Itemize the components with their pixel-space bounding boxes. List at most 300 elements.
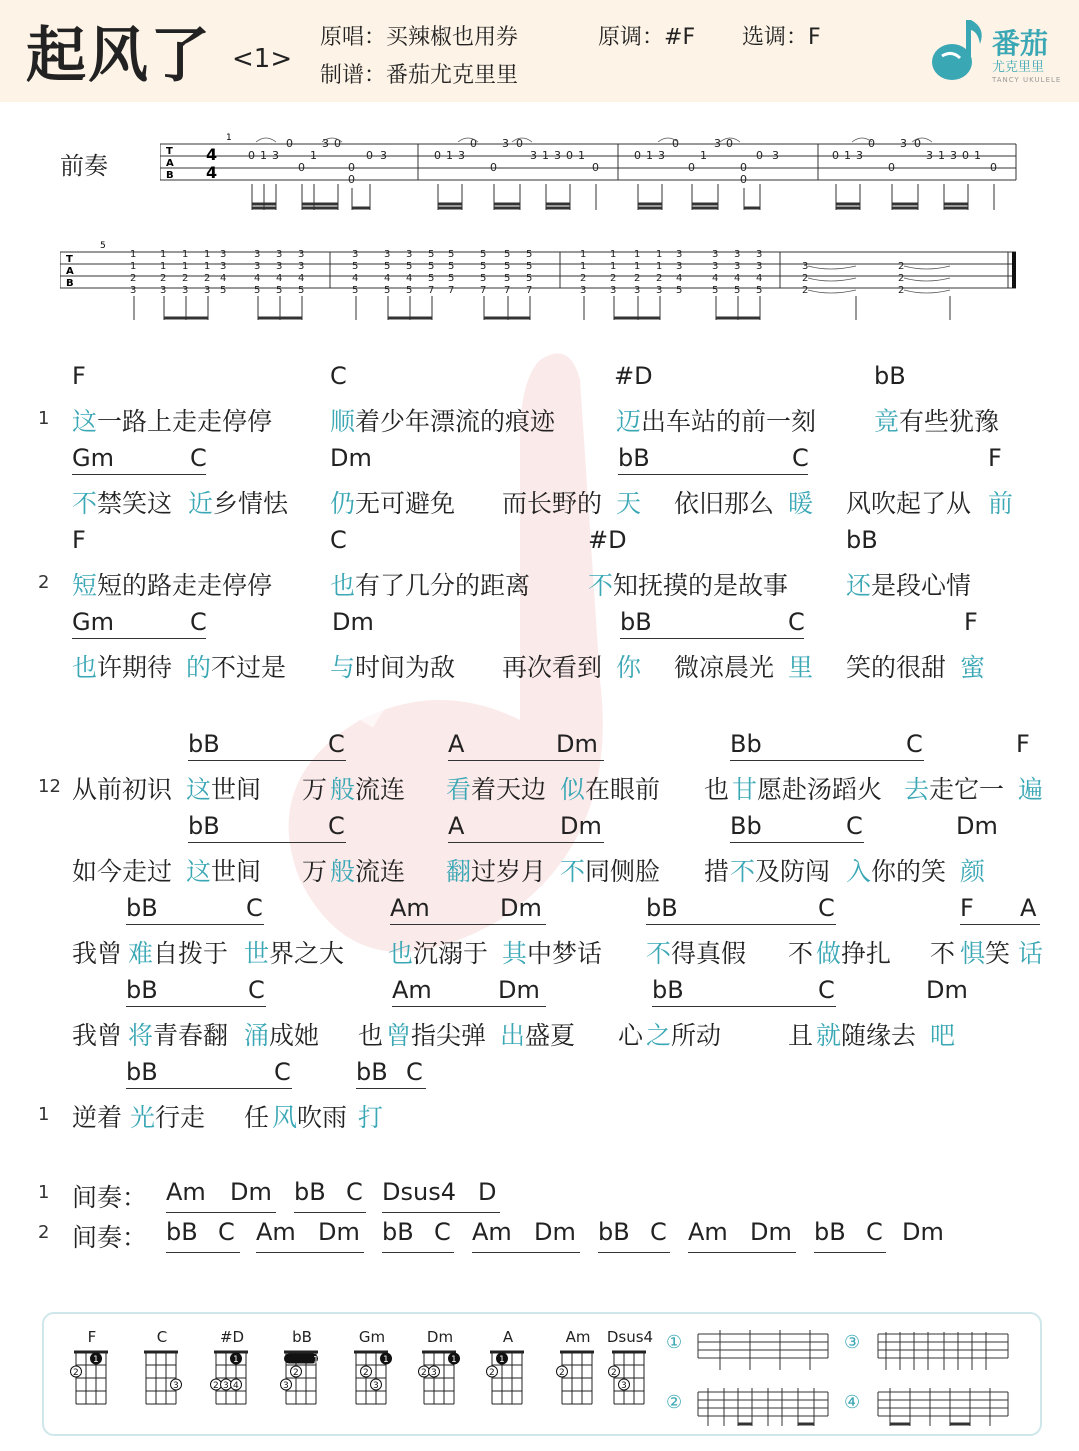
interlude-chord: bB (814, 1218, 846, 1246)
lyric-segment (616, 484, 641, 520)
chord-underline (688, 1252, 796, 1253)
chord-underline (126, 1006, 266, 1007)
chord-symbol: Dm (332, 608, 374, 636)
svg-text:3: 3 (926, 149, 933, 162)
svg-text:5: 5 (480, 249, 487, 260)
lyric-segment (704, 770, 729, 806)
lyric-segment (446, 770, 546, 806)
chord-underline (72, 474, 206, 475)
lyric-segment (502, 648, 602, 684)
svg-text:3: 3 (610, 285, 617, 296)
lyric-segment (72, 484, 172, 520)
pattern-2-icon (698, 1388, 828, 1426)
svg-text:2: 2 (634, 273, 641, 284)
lyric-segment (186, 648, 286, 684)
svg-text:5: 5 (428, 261, 435, 272)
lyric-segment (386, 1016, 486, 1052)
lyric-accent: 与 (330, 653, 356, 682)
svg-text:4: 4 (712, 273, 719, 284)
chord-underline (448, 842, 604, 843)
svg-text:5: 5 (384, 261, 391, 272)
lyric-segment (616, 402, 816, 438)
lyric-text: 万 (302, 775, 328, 804)
chord-symbol: A (1020, 894, 1037, 922)
lyric-accent: 去 (904, 775, 930, 804)
chord-symbol: bB (126, 976, 158, 1004)
chord-underline (598, 1252, 670, 1253)
chord-diagram (600, 1328, 660, 1414)
lyric-text: 同侧脸 (585, 857, 661, 886)
pattern-1-icon (698, 1330, 828, 1370)
lyric-text: 措 (704, 857, 730, 886)
svg-text:7: 7 (480, 285, 487, 296)
lyric-accent: 之 (646, 1021, 672, 1050)
chord-symbol: bB (646, 894, 678, 922)
lyric-accent: 蜜 (960, 653, 986, 682)
lyric-accent: 这 (186, 857, 212, 886)
chord-symbol: bB (126, 894, 158, 922)
svg-text:1: 1 (383, 1355, 389, 1365)
chord-symbol: C (248, 976, 265, 1004)
chord-diagram-name: F (87, 1328, 97, 1346)
lyric-text: 从前初识 (72, 775, 173, 804)
svg-text:2: 2 (489, 1368, 495, 1378)
svg-text:2: 2 (363, 1368, 369, 1378)
svg-text:4: 4 (254, 273, 261, 284)
lyric-accent: 似 (560, 775, 586, 804)
lyric-text: 及防闯 (755, 857, 831, 886)
svg-text:7: 7 (526, 285, 533, 296)
svg-text:1: 1 (700, 149, 707, 162)
svg-text:3: 3 (734, 261, 741, 272)
chord-symbol: bB (188, 812, 220, 840)
lyric-accent: 不 (560, 857, 586, 886)
lyric-segment (358, 1098, 383, 1134)
svg-text:0: 0 (740, 161, 747, 174)
svg-text:3: 3 (276, 261, 283, 272)
svg-text:5: 5 (254, 285, 261, 296)
chord-symbol: #D (614, 362, 653, 390)
chord-underline (256, 1252, 364, 1253)
svg-text:2: 2 (160, 273, 167, 284)
lyric-text: 流连 (355, 857, 406, 886)
prelude-tab-line-2 (60, 236, 1020, 326)
chord-symbol: C (818, 976, 835, 1004)
svg-text:5: 5 (384, 285, 391, 296)
svg-text:5: 5 (298, 285, 305, 296)
lyric-accent: 的 (186, 653, 212, 682)
interlude-chord: Dm (750, 1218, 792, 1246)
chord-diagram-name: Dsus4 (606, 1328, 654, 1346)
chord-underline (814, 1252, 886, 1253)
lyric-accent: 话 (1018, 939, 1044, 968)
lyric-accent: 迈 (616, 407, 642, 436)
chord-underline (294, 1212, 366, 1213)
lyric-accent: 涌 (244, 1021, 270, 1050)
svg-text:4: 4 (406, 273, 413, 284)
svg-text:3: 3 (950, 149, 957, 162)
lyric-text: 世间 (211, 857, 262, 886)
lyric-accent: 这 (72, 407, 98, 436)
svg-text:0: 0 (990, 161, 997, 174)
svg-text:3: 3 (204, 285, 211, 296)
lyric-accent: 般 (330, 775, 356, 804)
chord-symbol: Dm (330, 444, 372, 472)
lyric-segment (72, 934, 122, 970)
pattern-2-label: ② (666, 1392, 683, 1413)
svg-text:5: 5 (712, 285, 719, 296)
chord-symbol: Bb (730, 812, 762, 840)
chord-symbol: Dm (926, 976, 968, 1004)
lyric-segment (244, 934, 344, 970)
svg-text:3: 3 (772, 149, 779, 162)
svg-text:0: 0 (348, 173, 355, 186)
lyric-accent: 曾 (386, 1021, 412, 1050)
lyric-segment (388, 934, 488, 970)
lyric-text: 愿赴汤蹈火 (757, 775, 883, 804)
svg-text:2: 2 (898, 285, 905, 296)
lyric-segment (560, 852, 660, 888)
lyric-accent: 出 (500, 1021, 526, 1050)
lyric-segment (846, 852, 946, 888)
svg-text:1: 1 (233, 1355, 239, 1365)
svg-text:2: 2 (610, 273, 617, 284)
svg-text:2: 2 (898, 261, 905, 272)
svg-text:3: 3 (223, 1381, 229, 1391)
chord-underline (72, 638, 206, 639)
svg-text:1: 1 (160, 261, 167, 272)
svg-text:5: 5 (428, 249, 435, 260)
svg-text:0: 0 (740, 173, 747, 186)
svg-text:5: 5 (504, 261, 511, 272)
interlude-chord: Dm (230, 1178, 272, 1206)
lyric-segment (816, 1016, 916, 1052)
lyric-accent: 做 (816, 939, 842, 968)
svg-text:1: 1 (656, 261, 663, 272)
svg-text:3: 3 (802, 261, 809, 272)
svg-text:4: 4 (734, 273, 741, 284)
lyric-accent: 也 (72, 653, 98, 682)
lyric-text: 是段心情 (871, 571, 972, 600)
chord-underline (356, 1088, 426, 1089)
svg-text:3: 3 (254, 249, 261, 260)
svg-text:4: 4 (233, 1381, 239, 1391)
lyric-text: 过岁月 (471, 857, 547, 886)
lyric-segment (788, 484, 813, 520)
lyric-segment (846, 484, 971, 520)
lyric-accent: 不 (730, 857, 756, 886)
logo-main-text: 番茄 (992, 27, 1049, 60)
svg-text:3: 3 (734, 249, 741, 260)
chord-fretboard-icon (132, 1346, 192, 1410)
svg-text:3: 3 (580, 285, 587, 296)
svg-text:1: 1 (204, 261, 211, 272)
pattern-4-icon (878, 1388, 1008, 1426)
lyric-segment (128, 934, 228, 970)
svg-text:T: T (66, 254, 73, 265)
chord-underline (392, 1006, 546, 1007)
chord-symbol: Bb (730, 730, 762, 758)
chord-underline (730, 842, 864, 843)
lyric-text: 流连 (355, 775, 406, 804)
lyric-text: 无可避免 (355, 489, 456, 518)
original-key (598, 20, 695, 51)
svg-text:3: 3 (272, 149, 279, 162)
svg-text:1: 1 (580, 261, 587, 272)
selected-key (742, 20, 821, 51)
lyric-segment (646, 1016, 721, 1052)
svg-text:0: 0 (286, 137, 293, 150)
lyric-text: 心 (618, 1021, 644, 1050)
chord-diagram (548, 1328, 608, 1414)
music-note-logo-icon (930, 14, 990, 84)
svg-text:3: 3 (756, 261, 763, 272)
svg-text:1: 1 (580, 249, 587, 260)
svg-text:3: 3 (856, 149, 863, 162)
svg-text:2: 2 (559, 1368, 565, 1378)
chord-symbol: F (964, 608, 978, 636)
lyric-segment (960, 852, 985, 888)
svg-text:5: 5 (480, 261, 487, 272)
lyric-segment (330, 648, 455, 684)
svg-text:3: 3 (554, 149, 561, 162)
measure-number: 1 (226, 133, 232, 143)
lyric-segment (72, 770, 172, 806)
chord-diagram (202, 1328, 262, 1414)
lyric-accent: 风 (272, 1103, 298, 1132)
svg-text:3: 3 (276, 249, 283, 260)
svg-text:3: 3 (220, 249, 227, 260)
chord-fretboard-icon (600, 1346, 660, 1410)
chord-symbol: bB (620, 608, 652, 636)
chord-symbol: C (246, 894, 263, 922)
chord-symbol: A (448, 812, 465, 840)
chord-symbol: C (818, 894, 835, 922)
svg-text:1: 1 (610, 249, 617, 260)
lyric-text: 自拨于 (153, 939, 229, 968)
svg-text:1: 1 (160, 249, 167, 260)
lyric-accent: 吧 (930, 1021, 956, 1050)
chord-fretboard-icon (342, 1346, 402, 1410)
lyric-text: 乡情怯 (213, 489, 289, 518)
sel-key-value: F (808, 25, 821, 50)
lyric-segment (72, 648, 172, 684)
chord-symbol: C (330, 362, 347, 390)
svg-text:0: 0 (688, 161, 695, 174)
lyric-text: 也 (358, 1021, 384, 1050)
chord-symbol: F (960, 894, 974, 922)
svg-text:3: 3 (431, 1368, 437, 1378)
svg-text:3: 3 (298, 249, 305, 260)
interlude-chord: bB (382, 1218, 414, 1246)
svg-text:1: 1 (446, 149, 453, 162)
lyric-accent: 这 (186, 775, 212, 804)
lyric-segment (816, 934, 891, 970)
svg-text:5: 5 (676, 285, 683, 296)
lyric-accent: 就 (816, 1021, 842, 1050)
lyric-accent: 你 (616, 653, 642, 682)
lyric-text: 微凉晨光 (674, 653, 775, 682)
arranger-label: 制谱： (320, 63, 387, 88)
lyric-text: 不过是 (211, 653, 287, 682)
lyric-segment (846, 648, 946, 684)
lyric-text: 吹雨 (297, 1103, 348, 1132)
lyric-text: 有了几分的距离 (355, 571, 531, 600)
lyric-segment (704, 852, 729, 888)
lyric-segment (588, 566, 788, 602)
lyric-accent: 将 (128, 1021, 154, 1050)
chord-underline (126, 1088, 292, 1089)
svg-text:5: 5 (448, 261, 455, 272)
lyric-segment (446, 852, 546, 888)
chord-underline (382, 1252, 454, 1253)
lyric-text: 在眼前 (585, 775, 661, 804)
singer-name: 买辣椒也用券 (386, 25, 519, 50)
svg-text:3: 3 (712, 249, 719, 260)
chord-underline (960, 924, 1040, 925)
svg-text:4: 4 (676, 273, 683, 284)
svg-text:B: B (66, 278, 74, 289)
chord-symbol: C (328, 730, 345, 758)
chord-symbol: C (328, 812, 345, 840)
chorus-line-number: 1 (38, 1104, 50, 1125)
interlude-chord: Am (166, 1178, 206, 1206)
lyric-text: 也 (704, 775, 730, 804)
chord-symbol: C (330, 526, 347, 554)
chord-diagram-name: Am (565, 1328, 591, 1346)
interlude-chord: Dm (318, 1218, 360, 1246)
lyric-segment (72, 402, 272, 438)
lyric-segment (500, 1016, 575, 1052)
svg-text:5: 5 (734, 285, 741, 296)
arranger-line (320, 58, 518, 89)
lyric-segment (846, 566, 971, 602)
lyric-text: 青春翻 (153, 1021, 229, 1050)
chord-symbol: bB (126, 1058, 158, 1086)
chord-symbol: bB (618, 444, 650, 472)
chord-underline (188, 760, 346, 761)
lyric-accent: 短 (72, 571, 98, 600)
svg-text:5: 5 (504, 249, 511, 260)
lyric-segment (988, 484, 1013, 520)
lyric-segment (330, 852, 405, 888)
svg-text:0: 0 (366, 149, 373, 162)
lyric-segment (72, 1098, 122, 1134)
svg-text:3: 3 (160, 285, 167, 296)
svg-text:4: 4 (756, 273, 763, 284)
interlude-label: 间奏： (72, 1223, 148, 1252)
svg-text:3: 3 (458, 149, 465, 162)
svg-text:0: 0 (914, 137, 921, 150)
chord-underline (448, 760, 604, 761)
interlude-chord: bB (166, 1218, 198, 1246)
lyric-segment (358, 1016, 383, 1052)
lyric-segment (732, 770, 882, 806)
svg-text:1: 1 (610, 261, 617, 272)
chord-fretboard-icon (272, 1346, 332, 1410)
svg-text:1: 1 (182, 249, 189, 260)
svg-text:5: 5 (406, 285, 413, 296)
lyric-text: 笑的很甜 (846, 653, 947, 682)
svg-text:5: 5 (480, 273, 487, 284)
singer-label: 原唱： (320, 25, 387, 50)
sel-key-label: 选调： (742, 25, 809, 50)
interlude-chord: Am (472, 1218, 512, 1246)
interlude-chord: bB (598, 1218, 630, 1246)
lyric-text: 我曾 (72, 939, 123, 968)
lyric-segment (616, 648, 641, 684)
chord-symbol: C (906, 730, 923, 758)
lyric-text: 世间 (211, 775, 262, 804)
lyric-accent: 翻 (446, 857, 472, 886)
lyric-accent: 近 (188, 489, 214, 518)
prelude-tab-line-1 (160, 128, 1020, 218)
pattern-4-label: ④ (844, 1392, 861, 1413)
chord-fretboard-icon (478, 1346, 538, 1410)
lyric-accent: 也 (388, 939, 414, 968)
chord-underline (166, 1252, 240, 1253)
svg-text:5: 5 (428, 273, 435, 284)
interlude-number: 2 (38, 1222, 50, 1243)
svg-text:3: 3 (634, 285, 641, 296)
svg-text:3: 3 (254, 261, 261, 272)
svg-text:2: 2 (73, 1368, 79, 1378)
measure-number: 5 (100, 241, 106, 251)
lyric-segment (186, 852, 261, 888)
lyric-segment (330, 484, 455, 520)
lyric-segment (244, 1098, 269, 1134)
lyric-text: 时间为敌 (355, 653, 456, 682)
lyric-segment (302, 770, 327, 806)
svg-text:0: 0 (490, 161, 497, 174)
chord-symbol: Am (390, 894, 430, 922)
svg-text:2: 2 (421, 1368, 427, 1378)
chord-symbol: bB (652, 976, 684, 1004)
svg-text:1: 1 (260, 149, 267, 162)
chord-symbol: bB (356, 1058, 388, 1086)
lyric-accent: 不 (646, 939, 672, 968)
lyric-accent: 还 (846, 571, 872, 600)
chord-underline (652, 1006, 836, 1007)
lyric-text: 盛夏 (525, 1021, 576, 1050)
svg-text:1: 1 (938, 149, 945, 162)
svg-text:4: 4 (276, 273, 283, 284)
chord-symbol: F (1016, 730, 1030, 758)
chord-symbol: C (846, 812, 863, 840)
svg-text:5: 5 (276, 285, 283, 296)
lyric-segment (72, 566, 272, 602)
svg-text:0: 0 (962, 149, 969, 162)
orig-key-value: #F (664, 25, 696, 50)
chord-diagram (132, 1328, 192, 1414)
interlude-chord: C (346, 1178, 363, 1206)
verse-line-number: 1 (38, 408, 50, 429)
svg-text:4: 4 (206, 145, 218, 164)
svg-text:5: 5 (448, 249, 455, 260)
chord-underline (618, 474, 808, 475)
chord-fretboard-icon (62, 1346, 122, 1410)
chord-diagram-name: Dm (426, 1328, 454, 1346)
chord-symbol: Dm (956, 812, 998, 840)
svg-text:5: 5 (526, 261, 533, 272)
chord-symbol: C (190, 608, 207, 636)
chord-diagram (272, 1328, 332, 1414)
prelude-label: 前奏 (60, 152, 108, 180)
lyric-segment (560, 770, 660, 806)
svg-text:1: 1 (634, 261, 641, 272)
chord-symbol: F (988, 444, 1002, 472)
chord-diagram (62, 1328, 122, 1414)
